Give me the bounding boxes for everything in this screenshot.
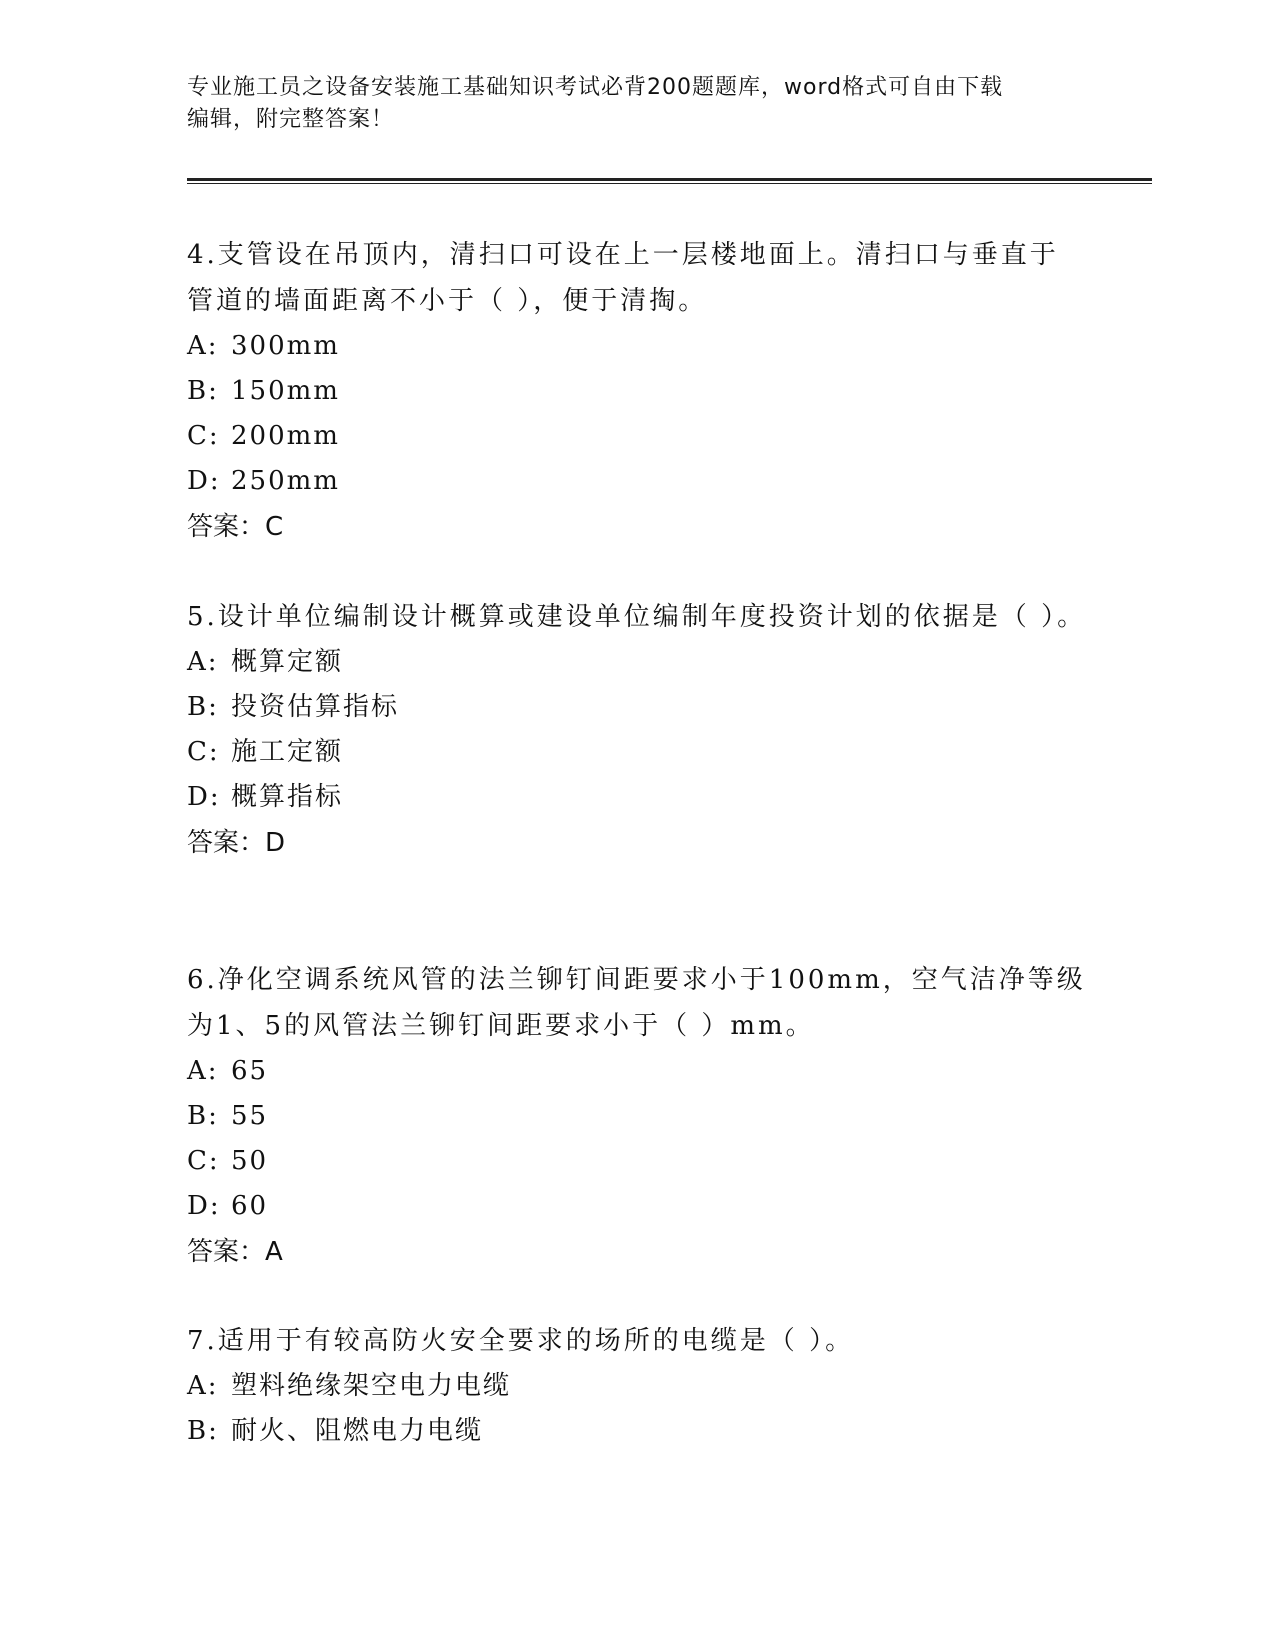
option-d — [187, 775, 1087, 820]
option-text: 概算定额 — [231, 647, 344, 677]
question-text: 6.净化空调系统风管的法兰铆钉间距要求小于100mm，空气洁净等级为1、5的风管法兰铆钉间距要求小于（ ）mm。 — [187, 965, 1086, 1041]
option-d — [187, 1184, 1087, 1229]
option-c — [187, 730, 1087, 775]
option-b — [187, 1409, 1087, 1454]
answer-line: 答案：A — [187, 1237, 283, 1267]
question-5 — [187, 594, 1087, 866]
question-text: 4.支管设在吊顶内，清扫口可设在上一层楼地面上。清扫口与垂直于管道的墙面距离不小于（ ），便于清掏。 — [187, 240, 1059, 316]
option-label: C: — [187, 421, 220, 451]
question-6 — [187, 957, 1087, 1275]
header-divider-thin — [187, 183, 1152, 184]
option-a — [187, 1049, 1087, 1094]
option-label: A: — [187, 1371, 219, 1401]
answer-line: 答案：C — [187, 512, 284, 542]
option-c — [187, 414, 1087, 459]
option-text: 耐火、阻燃电力电缆 — [231, 1416, 484, 1446]
option-label: A: — [187, 647, 219, 677]
header-line-1: 专业施工员之设备安装施工基础知识考试必背200题题库，word格式可自由下载 — [187, 75, 1004, 100]
option-text: 250mm — [231, 466, 340, 496]
option-b — [187, 685, 1087, 730]
question-text: 7.适用于有较高防火安全要求的场所的电缆是（ ）。 — [187, 1326, 855, 1356]
option-label: D: — [187, 466, 221, 496]
option-text: 300mm — [231, 331, 340, 361]
option-a — [187, 640, 1087, 685]
option-b — [187, 369, 1087, 414]
option-label: C: — [187, 737, 220, 767]
option-label: A: — [187, 331, 219, 361]
header-line-2: 编辑，附完整答案！ — [187, 107, 395, 132]
option-text: 55 — [231, 1101, 269, 1131]
option-text: 50 — [231, 1146, 269, 1176]
header-divider-thick — [187, 178, 1152, 181]
option-d — [187, 459, 1087, 504]
document-header — [187, 72, 1067, 136]
option-text: 投资估算指标 — [231, 692, 400, 722]
option-text: 150mm — [231, 376, 340, 406]
answer-line: 答案：D — [187, 828, 286, 858]
option-label: A: — [187, 1056, 219, 1086]
question-4 — [187, 232, 1087, 550]
option-text: 60 — [231, 1191, 269, 1221]
question-text: 5.设计单位编制设计概算或建设单位编制年度投资计划的依据是（ ）。 — [187, 602, 1087, 632]
question-7 — [187, 1318, 1087, 1454]
option-text: 施工定额 — [231, 737, 344, 767]
option-text: 概算指标 — [231, 782, 344, 812]
option-text: 塑料绝缘架空电力电缆 — [231, 1371, 512, 1401]
option-a — [187, 324, 1087, 369]
option-label: D: — [187, 1191, 221, 1221]
option-label: B: — [187, 692, 219, 722]
option-label: B: — [187, 1101, 219, 1131]
option-label: D: — [187, 782, 221, 812]
option-text: 200mm — [231, 421, 340, 451]
option-b — [187, 1094, 1087, 1139]
option-text: 65 — [231, 1056, 269, 1086]
option-label: C: — [187, 1146, 220, 1176]
option-label: B: — [187, 1416, 219, 1446]
option-label: B: — [187, 376, 219, 406]
option-a — [187, 1364, 1087, 1409]
option-c — [187, 1139, 1087, 1184]
